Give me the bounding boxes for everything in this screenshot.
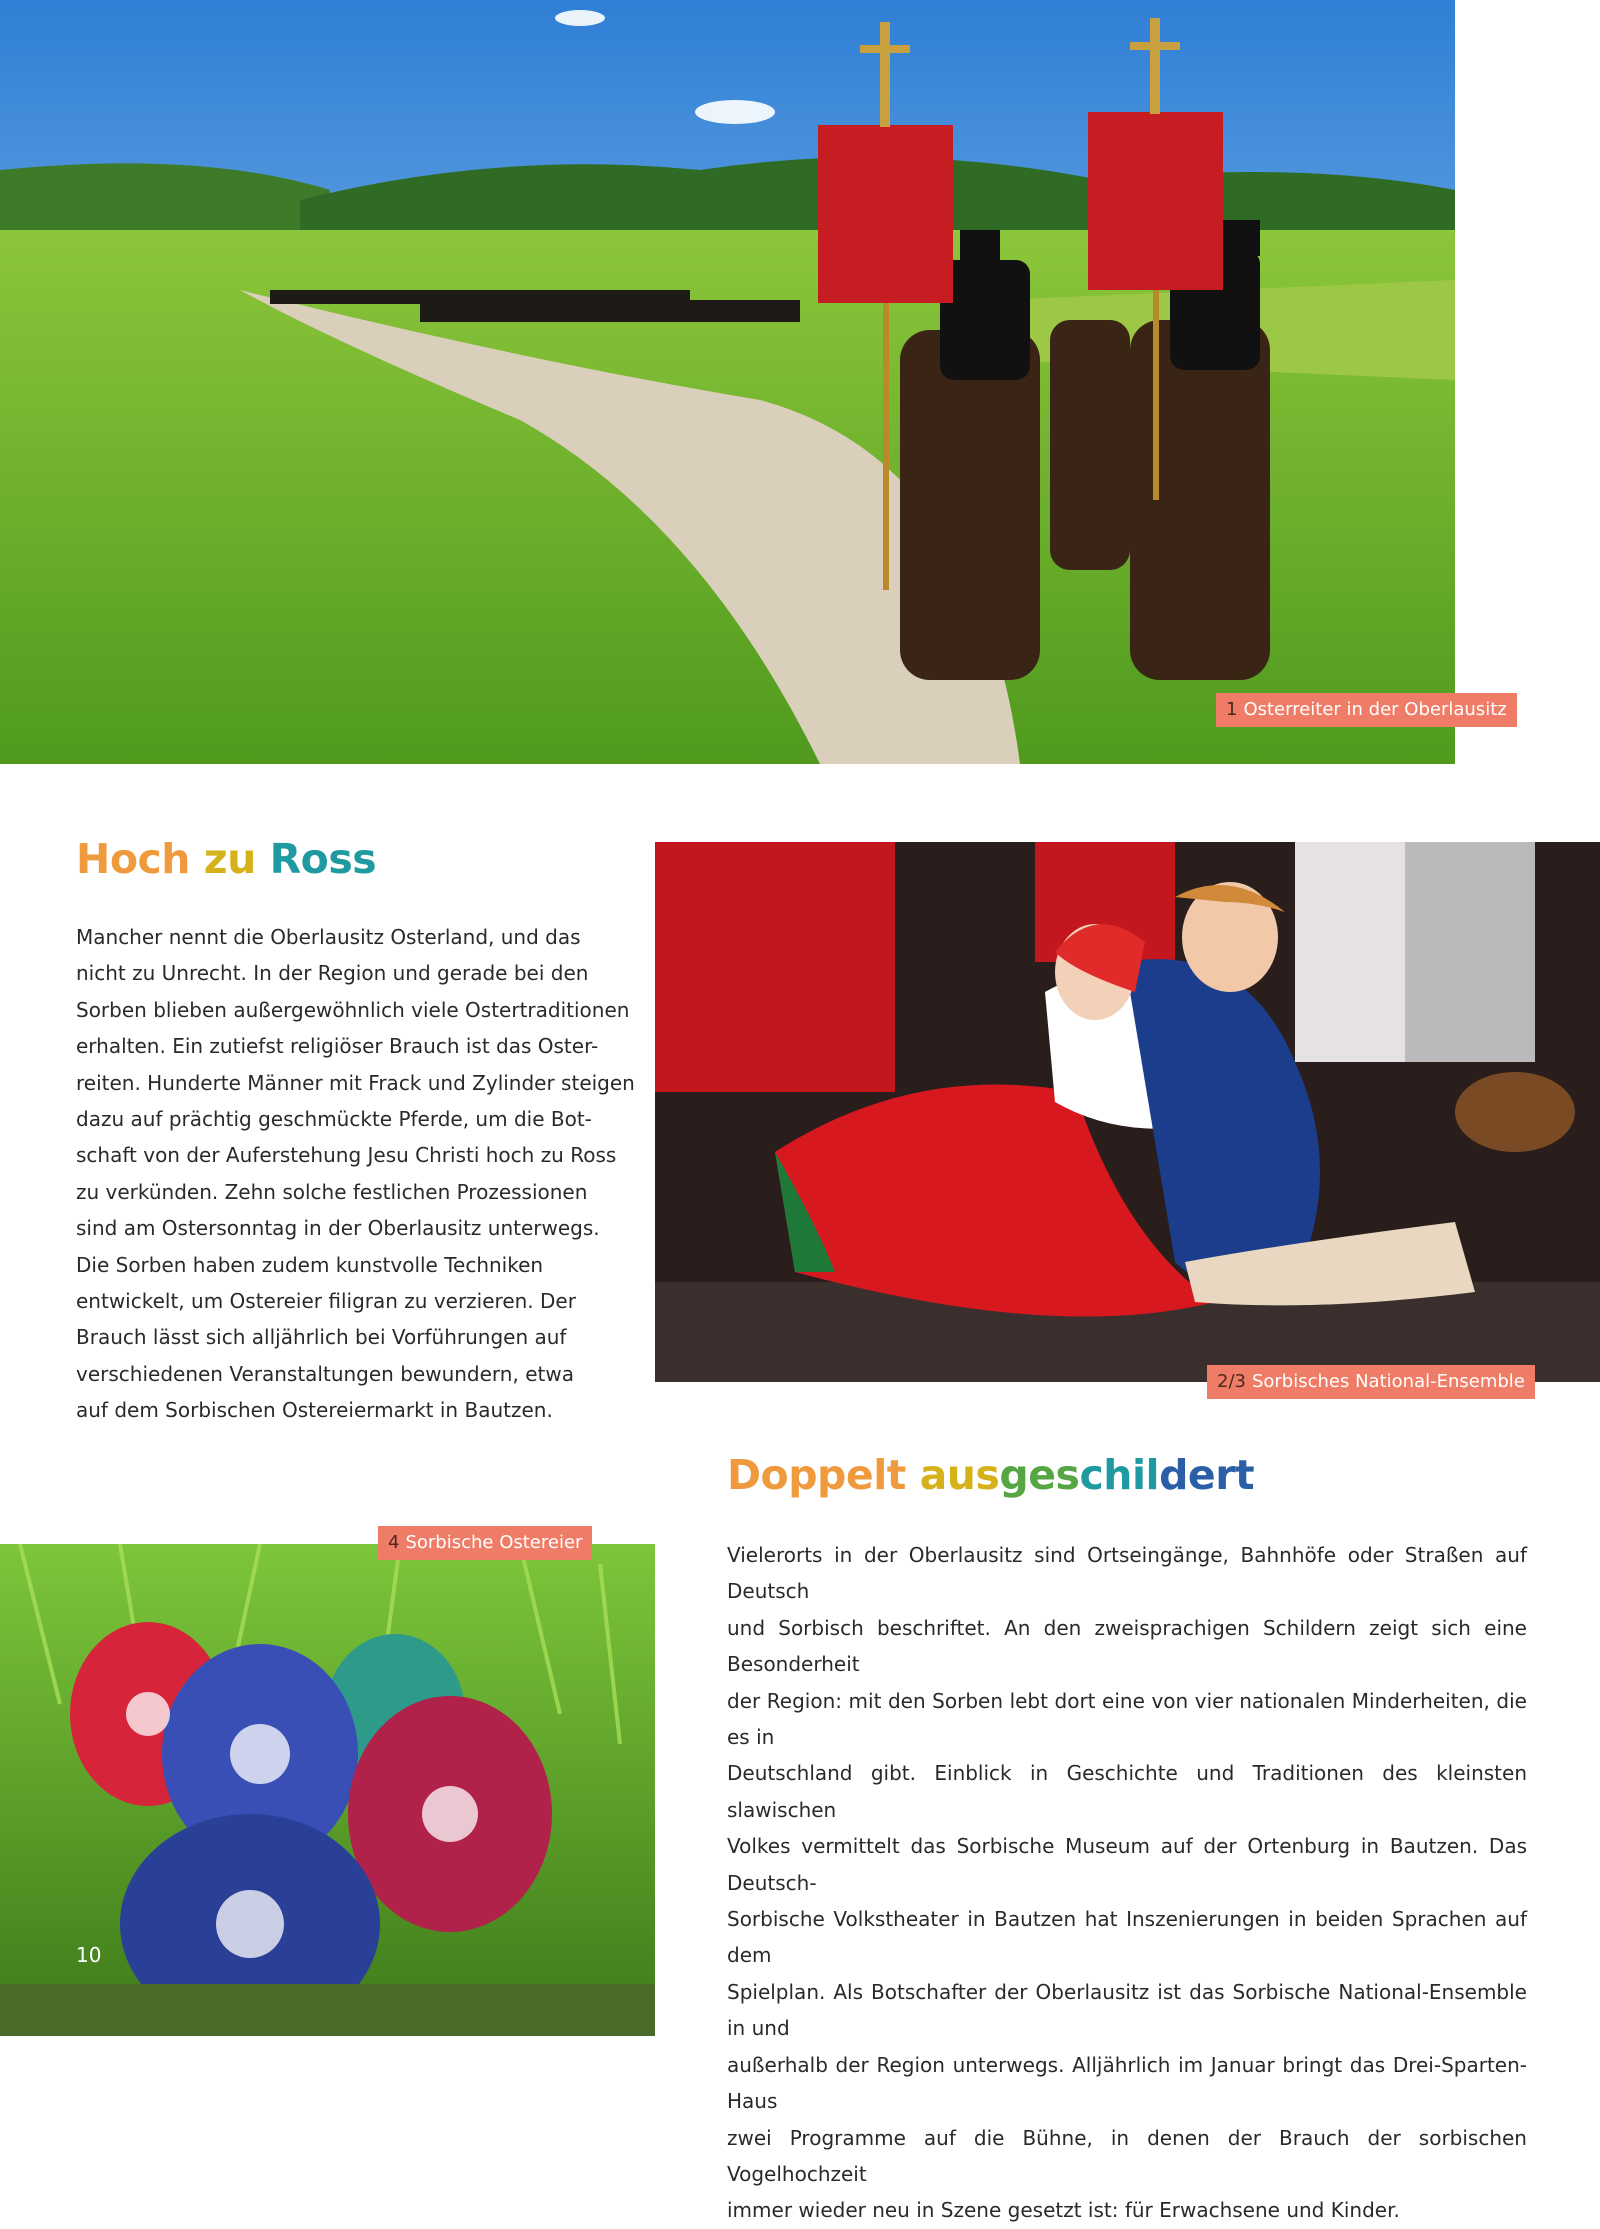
- heading-word: zu: [203, 835, 256, 883]
- text-line: Volkes vermittelt das Sorbische Museum auf der Ortenburg in Bautzen. Das Deutsch-: [727, 1834, 1527, 1895]
- text-line: Mancher nennt die Oberlausitz Osterland, und das: [76, 925, 581, 949]
- heading-word: ges: [999, 1451, 1080, 1499]
- paragraph-hoch-zu-ross: [76, 919, 635, 1429]
- caption-text: Sorbische Ostereier: [405, 1532, 583, 1553]
- text-line: Spielplan. Als Botschafter der Oberlausitz ist das Sorbische National-Ensemble in und: [727, 1979, 1527, 2041]
- text-line: verschiedenen Veranstaltungen bewundern, etwa: [76, 1361, 574, 1386]
- text-line: Vielerorts in der Oberlausitz sind Ortseingänge, Bahnhöfe oder Straßen auf Deutsch: [727, 1543, 1527, 1604]
- text-line: entwickelt, um Ostereier filigran zu verzieren. Der: [76, 1289, 576, 1314]
- heading-word: aus: [919, 1451, 1000, 1499]
- caption-text: Osterreiter in der Oberlausitz: [1243, 699, 1507, 720]
- page-number: 10: [76, 1943, 102, 1967]
- text-line: schaft von der Auferstehung Jesu Christi hoch zu Ross: [76, 1143, 617, 1168]
- caption-photo-4: [378, 1526, 592, 1560]
- text-line: Brauch lässt sich alljährlich bei Vorführungen auf: [76, 1325, 567, 1350]
- heading-word: Doppelt: [727, 1451, 920, 1499]
- heading-word: Ross: [269, 835, 377, 883]
- caption-number: 1: [1226, 699, 1238, 720]
- text-line: sind am Ostersonntag in der Oberlausitz unterwegs.: [76, 1216, 600, 1241]
- text-line: erhalten. Ein zutiefst religiöser Brauch ist das Oster-: [76, 1034, 599, 1059]
- text-line: und Sorbisch beschriftet. An den zweisprachigen Schildern zeigt sich eine Besonderheit: [727, 1615, 1527, 1677]
- text-line: außerhalb der Region unterwegs. Alljährlich im Januar bringt das Drei-Sparten-Haus: [727, 2052, 1527, 2114]
- text-line: der Region: mit den Sorben lebt dort eine von vier nationalen Minderheiten, die es in: [727, 1688, 1527, 1750]
- photo-osterreiter: [0, 0, 1455, 764]
- text-line: Sorbische Volkstheater in Bautzen hat Inszenierungen in beiden Sprachen auf dem: [727, 1907, 1527, 1968]
- text-line: zwei Programme auf die Bühne, in denen der Brauch der sorbischen Vogelhochzeit: [727, 2125, 1527, 2186]
- caption-number: 2/3: [1217, 1371, 1246, 1392]
- text-line: Die Sorben haben zudem kunstvolle Techniken: [76, 1252, 544, 1277]
- text-line: Deutschland gibt. Einblick in Geschichte und Traditionen des kleinsten slawischen: [727, 1761, 1527, 1822]
- heading-hoch-zu-ross: [76, 834, 376, 884]
- text-line: Sorben blieben außergewöhnlich viele Ostertraditionen: [76, 997, 630, 1022]
- caption-photo-2-3: [1207, 1365, 1535, 1399]
- heading-doppelt-ausgeschildert: [727, 1450, 1254, 1500]
- photo-national-ensemble: [655, 842, 1600, 1382]
- caption-photo-1: [1216, 693, 1517, 727]
- text-line: reiten. Hunderte Männer mit Frack und Zylinder steigen: [76, 1070, 635, 1095]
- caption-text: Sorbisches National-Ensemble: [1251, 1371, 1525, 1392]
- heading-word: dert: [1159, 1451, 1255, 1499]
- paragraph-doppelt-ausgeschildert: [727, 1537, 1527, 2229]
- text-line: auf dem Sorbischen Ostereiermarkt in Bautzen.: [76, 1398, 553, 1423]
- text-line: zu verkünden. Zehn solche festlichen Prozessionen: [76, 1179, 588, 1204]
- text-line: immer wieder neu in Szene gesetzt ist: für Erwachsene und Kinder.: [727, 2198, 1400, 2223]
- text-line: nicht zu Unrecht. In der Region und gerade bei den: [76, 961, 589, 986]
- caption-number: 4: [388, 1532, 400, 1553]
- heading-word: chil: [1079, 1451, 1160, 1499]
- text-line: dazu auf prächtig geschmückte Pferde, um die Bot-: [76, 1107, 592, 1132]
- heading-word: Hoch: [76, 835, 190, 883]
